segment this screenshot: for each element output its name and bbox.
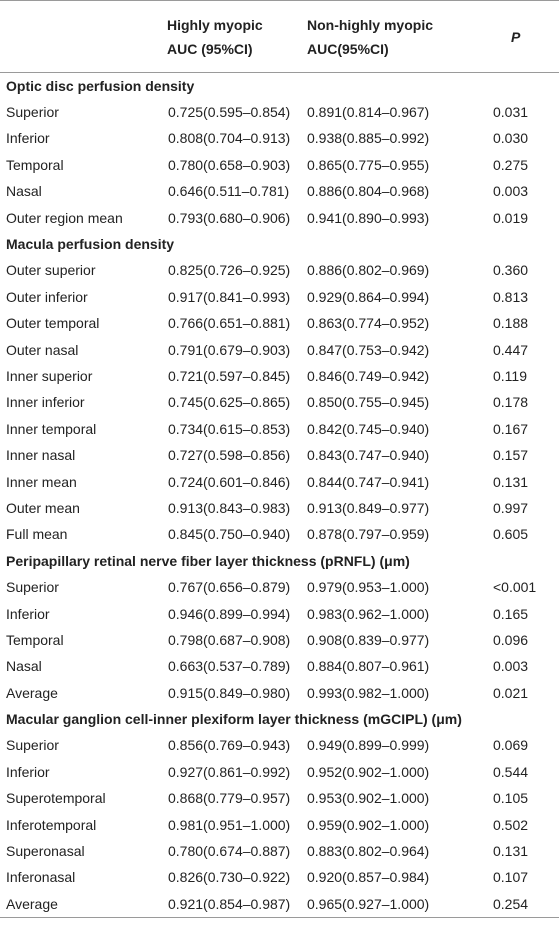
non-highly-myopic-auc: 0.843(0.747–0.940): [307, 447, 430, 464]
table-body: [0, 73, 559, 918]
non-highly-myopic-auc: 0.891(0.814–0.967): [307, 104, 430, 121]
row-label: Superotemporal: [6, 790, 106, 807]
p-value: 0.254: [493, 891, 559, 917]
section-header-row: [0, 548, 559, 574]
header-row: [0, 1, 559, 73]
table-row: [0, 204, 559, 230]
p-value: 0.003: [493, 658, 529, 675]
row-label: Nasal: [6, 658, 42, 675]
row-label: Outer region mean: [6, 209, 123, 226]
non-highly-myopic-auc: 0.953(0.902–1.000): [307, 790, 430, 807]
table-row: [0, 759, 559, 785]
section-title: Optic disc perfusion density: [6, 77, 195, 94]
highly-myopic-auc: 0.793(0.680–0.906): [168, 209, 291, 226]
row-label: Inferior: [6, 130, 50, 147]
non-highly-myopic-auc: 0.920(0.857–0.984): [307, 869, 430, 886]
header-highly-myopic-line2: AUC (95%CI): [167, 40, 253, 57]
row-label: Inferonasal: [6, 869, 76, 886]
highly-myopic-auc: 0.826(0.730–0.922): [168, 869, 291, 886]
p-value: 0.502: [493, 816, 529, 833]
table-row: [0, 785, 559, 811]
non-highly-myopic-auc: 0.886(0.804–0.968): [307, 183, 430, 200]
non-highly-myopic-auc: 0.865(0.775–0.955): [307, 156, 430, 173]
p-value: 0.131: [493, 473, 529, 490]
p-value: 0.813: [493, 288, 529, 305]
p-value: 0.105: [493, 790, 529, 807]
p-value: 0.360: [493, 262, 529, 279]
p-value: 0.031: [493, 104, 529, 121]
row-label: Inner inferior: [6, 394, 85, 411]
highly-myopic-auc: 0.946(0.899–0.994): [168, 605, 291, 622]
non-highly-myopic-auc: 0.883(0.802–0.964): [307, 843, 430, 860]
highly-myopic-auc: 0.724(0.601–0.846): [168, 473, 291, 490]
row-label: Outer nasal: [6, 341, 79, 358]
table-header: [0, 1, 559, 73]
non-highly-myopic-auc: 0.913(0.849–0.977): [307, 499, 430, 516]
row-label: Inferior: [6, 605, 50, 622]
table-row: [0, 152, 559, 178]
p-value: 0.447: [493, 341, 529, 358]
table-row: [0, 125, 559, 151]
highly-myopic-auc: 0.798(0.687–0.908): [168, 631, 291, 648]
row-label: Outer temporal: [6, 315, 100, 332]
highly-myopic-auc: 0.646(0.511–0.781): [168, 183, 290, 200]
row-label: Inner temporal: [6, 420, 97, 437]
p-value: 0.131: [493, 843, 529, 860]
section-header-row: [0, 706, 559, 732]
table-row: [0, 679, 559, 705]
table-row: [0, 99, 559, 125]
row-label: Inner superior: [6, 367, 93, 384]
row-label: Outer inferior: [6, 288, 88, 305]
non-highly-myopic-auc: 0.850(0.755–0.945): [307, 394, 430, 411]
table-row: [0, 389, 559, 415]
row-label: Superior: [6, 737, 59, 754]
p-value: 0.119: [493, 367, 527, 384]
p-value: 0.275: [493, 156, 529, 173]
section-title: Macular ganglion cell-inner plexiform layer thickness (mGCIPL) (μm): [6, 711, 462, 728]
highly-myopic-auc: 0.734(0.615–0.853): [168, 420, 291, 437]
p-value: 0.030: [493, 130, 529, 147]
highly-myopic-auc: 0.663(0.537–0.789): [168, 658, 291, 675]
p-value: 0.178: [493, 394, 529, 411]
table-row: [0, 442, 559, 468]
p-value: 0.069: [493, 737, 529, 754]
highly-myopic-auc: 0.766(0.651–0.881): [168, 315, 291, 332]
non-highly-myopic-auc: 0.842(0.745–0.940): [307, 420, 430, 437]
table-row: [0, 495, 559, 521]
non-highly-myopic-auc: 0.959(0.902–1.000): [307, 816, 430, 833]
header-non-highly-myopic-line2: AUC(95%CI): [307, 40, 389, 57]
highly-myopic-auc: 0.856(0.769–0.943): [168, 737, 291, 754]
row-label: Full mean: [6, 526, 68, 543]
highly-myopic-auc: 0.845(0.750–0.940): [168, 526, 291, 543]
non-highly-myopic-auc: 0.949(0.899–0.999): [307, 737, 430, 754]
non-highly-myopic-auc: 0.938(0.885–0.992): [307, 130, 430, 147]
highly-myopic-auc: 0.981(0.951–1.000): [168, 816, 291, 833]
non-highly-myopic-auc: 0.983(0.962–1.000): [307, 605, 430, 622]
non-highly-myopic-auc: 0.844(0.747–0.941): [307, 473, 430, 490]
row-label: Superior: [6, 579, 59, 596]
highly-myopic-auc: 0.927(0.861–0.992): [168, 763, 291, 780]
non-highly-myopic-auc: 0.884(0.807–0.961): [307, 658, 430, 675]
p-value: <0.001: [493, 579, 537, 596]
row-label: Inferotemporal: [6, 816, 97, 833]
highly-myopic-auc: 0.921(0.854–0.987): [155, 891, 303, 917]
highly-myopic-auc: 0.780(0.674–0.887): [168, 843, 291, 860]
header-highly-myopic-line1: Highly myopic: [167, 16, 263, 33]
table-row: [0, 284, 559, 310]
p-value: 0.997: [493, 499, 529, 516]
p-value: 0.019: [493, 209, 529, 226]
table-row: [0, 864, 559, 890]
section-title: Peripapillary retinal nerve fiber layer thickness (pRNFL) (μm): [6, 552, 410, 569]
non-highly-myopic-auc: 0.846(0.749–0.942): [307, 367, 430, 384]
highly-myopic-auc: 0.915(0.849–0.980): [168, 684, 291, 701]
section-title: Macula perfusion density: [6, 236, 175, 253]
p-value: 0.167: [493, 420, 529, 437]
p-value: 0.003: [493, 183, 529, 200]
table-row: [0, 336, 559, 362]
highly-myopic-auc: 0.868(0.779–0.957): [168, 790, 291, 807]
row-label: Average: [0, 891, 155, 917]
highly-myopic-auc: 0.808(0.704–0.913): [168, 130, 291, 147]
row-label: Outer mean: [6, 499, 80, 516]
p-value: 0.605: [493, 526, 529, 543]
header-non-highly-myopic-line1: Non-highly myopic: [307, 16, 433, 33]
table-row: [0, 627, 559, 653]
table-row: [0, 416, 559, 442]
row-label: Inner nasal: [6, 447, 76, 464]
p-value: 0.157: [493, 447, 529, 464]
table-row: [0, 257, 559, 283]
non-highly-myopic-auc: 0.886(0.802–0.969): [307, 262, 430, 279]
non-highly-myopic-auc: 0.941(0.890–0.993): [307, 209, 430, 226]
header-non-highly-myopic: [303, 1, 493, 73]
row-label: Superonasal: [6, 843, 85, 860]
table-row: [0, 363, 559, 389]
highly-myopic-auc: 0.745(0.625–0.865): [168, 394, 291, 411]
table-row: [0, 600, 559, 626]
table-row: [0, 838, 559, 864]
highly-myopic-auc: 0.767(0.656–0.879): [168, 579, 291, 596]
section-header-row: [0, 231, 559, 257]
p-value: 0.096: [493, 631, 529, 648]
section-header-row: [0, 73, 559, 99]
row-label: Superior: [6, 104, 59, 121]
highly-myopic-auc: 0.727(0.598–0.856): [168, 447, 291, 464]
non-highly-myopic-auc: 0.863(0.774–0.952): [307, 315, 430, 332]
row-label: Temporal: [6, 156, 64, 173]
p-value: 0.107: [493, 869, 529, 886]
highly-myopic-auc: 0.721(0.597–0.845): [168, 367, 291, 384]
table-row: [0, 178, 559, 204]
table-row: [0, 732, 559, 758]
non-highly-myopic-auc: 0.993(0.982–1.000): [307, 684, 430, 701]
highly-myopic-auc: 0.780(0.658–0.903): [168, 156, 291, 173]
header-p-value: P: [493, 1, 559, 73]
highly-myopic-auc: 0.913(0.843–0.983): [168, 499, 291, 516]
non-highly-myopic-auc: 0.979(0.953–1.000): [307, 579, 430, 596]
p-value: 0.544: [493, 763, 529, 780]
table-row: [0, 653, 559, 679]
p-value: 0.165: [493, 605, 529, 622]
non-highly-myopic-auc: 0.965(0.927–1.000): [303, 891, 493, 917]
row-label: Nasal: [6, 183, 42, 200]
highly-myopic-auc: 0.825(0.726–0.925): [168, 262, 291, 279]
non-highly-myopic-auc: 0.847(0.753–0.942): [307, 341, 430, 358]
table-row: [0, 468, 559, 494]
non-highly-myopic-auc: 0.952(0.902–1.000): [307, 763, 430, 780]
highly-myopic-auc: 0.725(0.595–0.854): [168, 104, 291, 121]
row-label: Outer superior: [6, 262, 96, 279]
non-highly-myopic-auc: 0.878(0.797–0.959): [307, 526, 430, 543]
table-row: [0, 521, 559, 547]
table-row: [0, 310, 559, 336]
p-value: 0.021: [493, 684, 529, 701]
row-label: Temporal: [6, 631, 64, 648]
table-row: [0, 891, 559, 917]
header-highly-myopic: [155, 1, 303, 73]
row-label: Inner mean: [6, 473, 77, 490]
header-blank: [0, 1, 155, 73]
non-highly-myopic-auc: 0.929(0.864–0.994): [307, 288, 430, 305]
row-label: Inferior: [6, 763, 50, 780]
row-label: Average: [6, 684, 58, 701]
p-value: 0.188: [493, 315, 529, 332]
highly-myopic-auc: 0.791(0.679–0.903): [168, 341, 291, 358]
non-highly-myopic-auc: 0.908(0.839–0.977): [307, 631, 430, 648]
table-row: [0, 574, 559, 600]
table-row: [0, 811, 559, 837]
highly-myopic-auc: 0.917(0.841–0.993): [168, 288, 291, 305]
